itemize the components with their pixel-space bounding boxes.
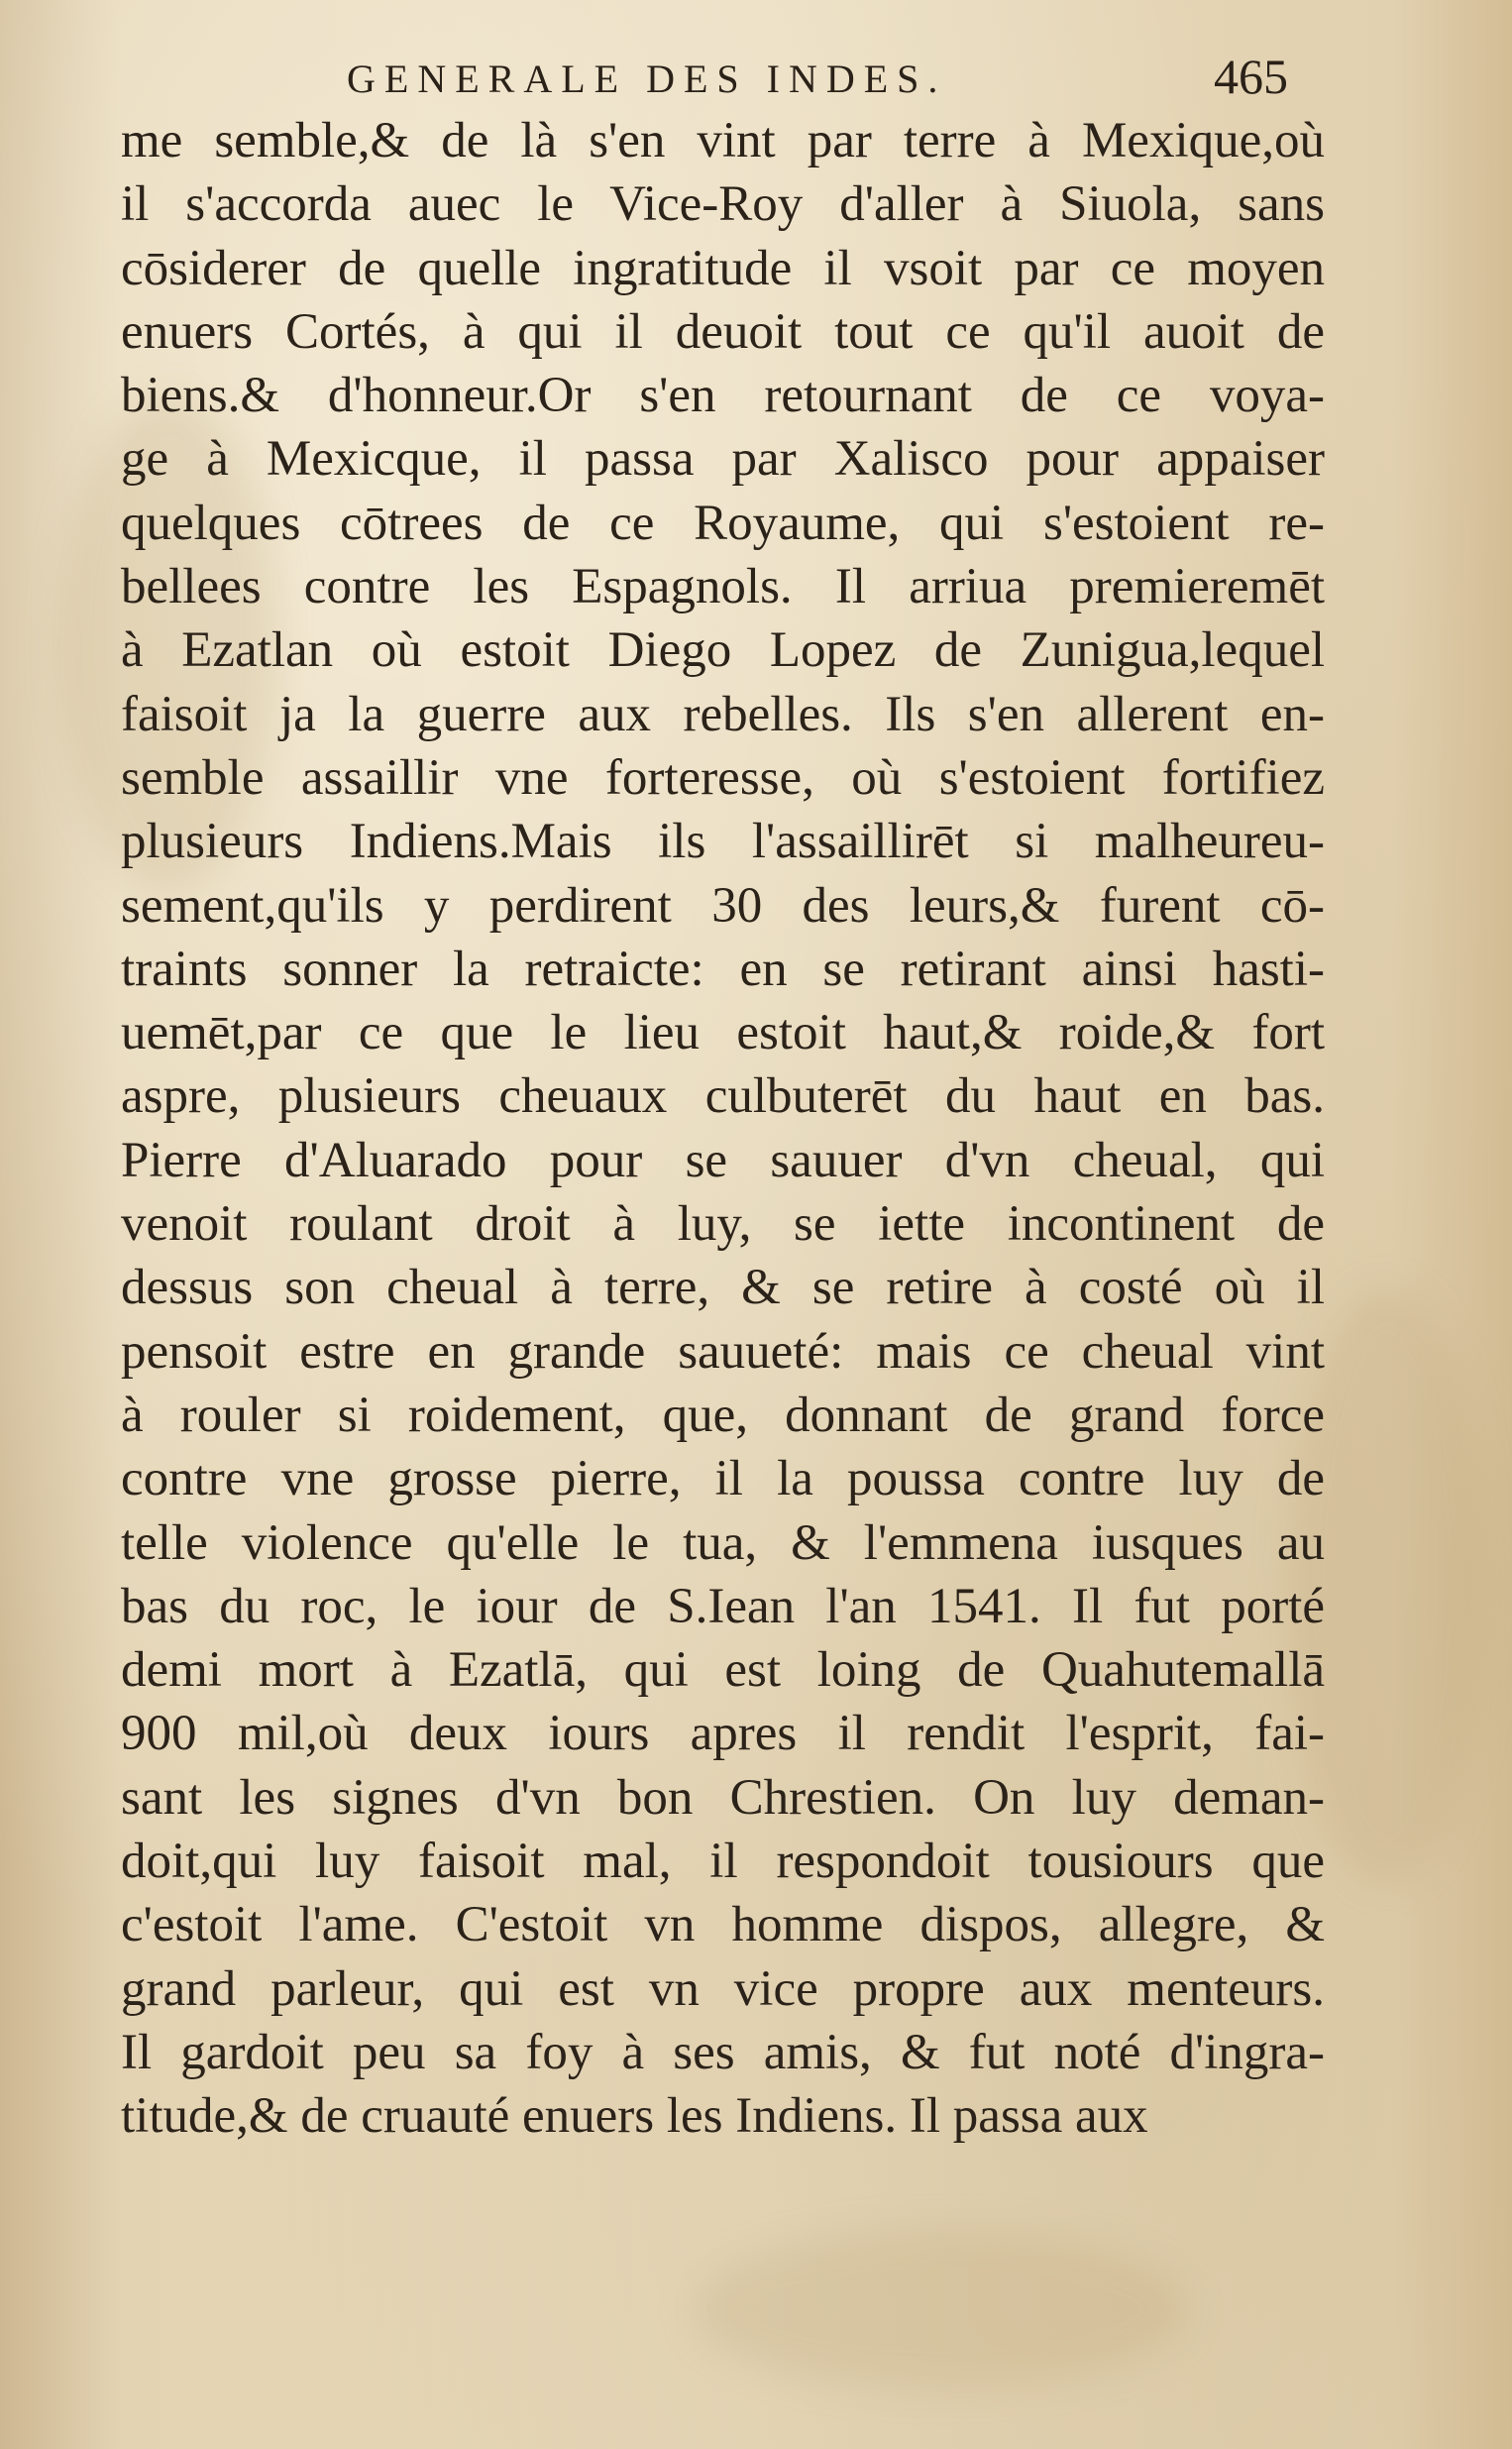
running-title: GENERALE DES INDES. (347, 56, 947, 101)
text-line: sant les signes d'vn bon Chrestien. On luy deman- (121, 1769, 1325, 1826)
text-line: 900 mil,où deux iours apres il rendit l'esprit, fai- (121, 1706, 1325, 1762)
text-line: venoit roulant droit à luy, se iette incontinent de (121, 1196, 1325, 1253)
text-line: telle violence qu'elle le tua, & l'emmena iusques au (121, 1514, 1325, 1571)
paper-stain (694, 2230, 1189, 2389)
text-line: dessus son cheual à terre, & se retire à costé où il (121, 1260, 1325, 1316)
page-header (0, 48, 1512, 107)
text-line: à rouler si roidement, que, donnant de grand force (121, 1387, 1325, 1443)
text-line: Pierre d'Aluarado pour se sauuer d'vn cheual, qui (121, 1132, 1325, 1188)
text-line: uemēt,par ce que le lieu estoit haut,& roide,& fort (121, 1005, 1325, 1061)
text-line: titude,& de cruauté enuers les Indiens. Il passa aux (121, 2088, 1148, 2145)
page-number: 465 (1214, 49, 1288, 104)
text-line: me semble,& de là s'en vint par terre à Mexique,où (121, 113, 1325, 168)
text-line: enuers Cortés, à qui il deuoit tout ce qu'il auoit de (121, 303, 1325, 360)
text-line: traints sonner la retraicte: en se retirant ainsi hasti- (121, 941, 1325, 997)
text-line: pensoit estre en grande sauueté: mais ce cheual vint (121, 1323, 1325, 1380)
text-line: plusieurs Indiens.Mais ils l'assaillirēt si malheureu- (121, 814, 1325, 870)
text-line: semble assaillir vne forteresse, où s'estoient fortifiez (121, 749, 1325, 806)
text-line: il s'accorda auec le Vice-Roy d'aller à Siuola, sans (121, 176, 1325, 233)
text-line: biens.& d'honneur.Or s'en retournant de ce voya- (121, 368, 1325, 424)
text-line: cōsiderer de quelle ingratitude il vsoit par ce moyen (121, 240, 1325, 296)
text-line: à Ezatlan où estoit Diego Lopez de Zunigua,lequel (121, 622, 1325, 679)
text-line: c'estoit l'ame. C'estoit vn homme dispos, allegre, & (121, 1897, 1325, 1953)
body-text (121, 109, 1325, 2200)
text-line: faisoit ja la guerre aux rebelles. Ils s'en allerent en- (121, 686, 1325, 742)
text-line: contre vne grosse pierre, il la poussa contre luy de (121, 1451, 1325, 1507)
text-line: bas du roc, le iour de S.Iean l'an 1541. Il fut porté (121, 1578, 1325, 1634)
text-line: bellees contre les Espagnols. Il arriua premieremēt (121, 559, 1325, 615)
text-line: sement,qu'ils y perdirent 30 des leurs,& furent cō- (121, 877, 1325, 934)
text-line: quelques cōtrees de ce Royaume, qui s'estoient re- (121, 495, 1325, 551)
text-line: aspre, plusieurs cheuaux culbuterēt du haut en bas. (121, 1068, 1325, 1125)
text-line: grand parleur, qui est vn vice propre aux menteurs. (121, 1960, 1325, 2017)
text-line: doit,qui luy faisoit mal, il respondoit tousiours que (121, 1834, 1325, 1890)
text-line: demi mort à Ezatlā, qui est loing de Quahutemallā (121, 1642, 1325, 1699)
text-line: Il gardoit peu sa foy à ses amis, & fut noté d'ingra- (121, 2024, 1325, 2080)
text-line: ge à Mexicque, il passa par Xalisco pour appaiser (121, 431, 1325, 488)
